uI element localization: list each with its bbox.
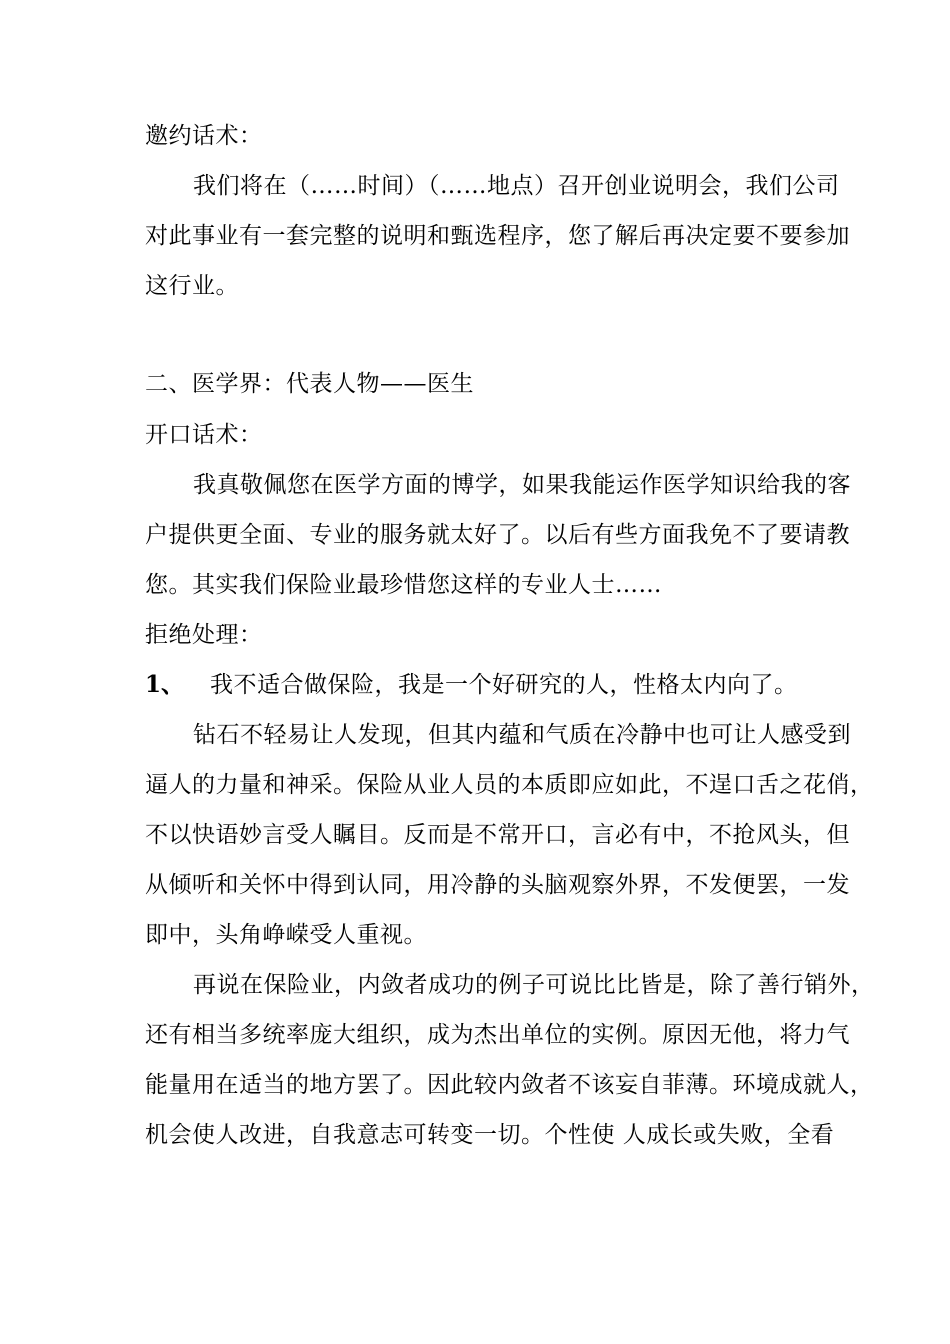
para-reply2-line-4: 机会使人改进，自我意志可转变一切。个性使 人成长或失败，全看 [145, 1122, 835, 1148]
heading-invite: 邀约话术： [145, 123, 263, 149]
para-invite-line-2: 对此事业有一套完整的说明和甄选程序，您了解后再决定要不要参加 [145, 223, 850, 249]
para-reply1-line-5: 即中，头角峥嵘受人重视。 [145, 922, 427, 948]
section-title: 二、医学界：代表人物——医生 [145, 371, 474, 397]
heading-open: 开口话术： [145, 422, 263, 448]
list-item-text: 我不适合做保险，我是一个好研究的人，性格太内向了。 [210, 672, 798, 698]
para-reply1-line-2: 逼人的力量和神采。保险从业人员的本质即应如此，不逞口舌之花俏， [145, 772, 874, 798]
para-reply2-line-1: 再说在保险业，内敛者成功的例子可说比比皆是，除了善行销外， [193, 972, 875, 998]
para-reply2-line-2: 还有相当多统率庞大组织，成为杰出单位的实例。原因无他，将力气 [145, 1022, 850, 1048]
para-invite-line-3: 这行业。 [145, 273, 239, 299]
heading-reject: 拒绝处理： [145, 622, 263, 648]
para-invite-line-1: 我们将在（……时间）（……地点）召开创业说明会，我们公司 [193, 173, 840, 199]
para-reply1-line-3: 不以快语妙言受人瞩目。反而是不常开口，言必有中，不抢风头，但 [145, 822, 850, 848]
para-open-line-2: 户提供更全面、专业的服务就太好了。以后有些方面我免不了要请教 [145, 522, 850, 548]
para-reply1-line-4: 从倾听和关怀中得到认同，用冷静的头脑观察外界，不发便罢，一发 [145, 872, 850, 898]
para-open-line-1: 我真敬佩您在医学方面的博学，如果我能运作医学知识给我的客 [193, 472, 851, 498]
para-open-line-3: 您。其实我们保险业最珍惜您这样的专业人士…… [145, 572, 662, 598]
list-item-number: 1、 [145, 671, 185, 698]
para-reply1-line-1: 钻石不轻易让人发现，但其内蕴和气质在冷静中也可让人感受到 [193, 722, 851, 748]
para-reply2-line-3: 能量用在适当的地方罢了。因此较内敛者不该妄自菲薄。环境成就人， [145, 1072, 874, 1098]
